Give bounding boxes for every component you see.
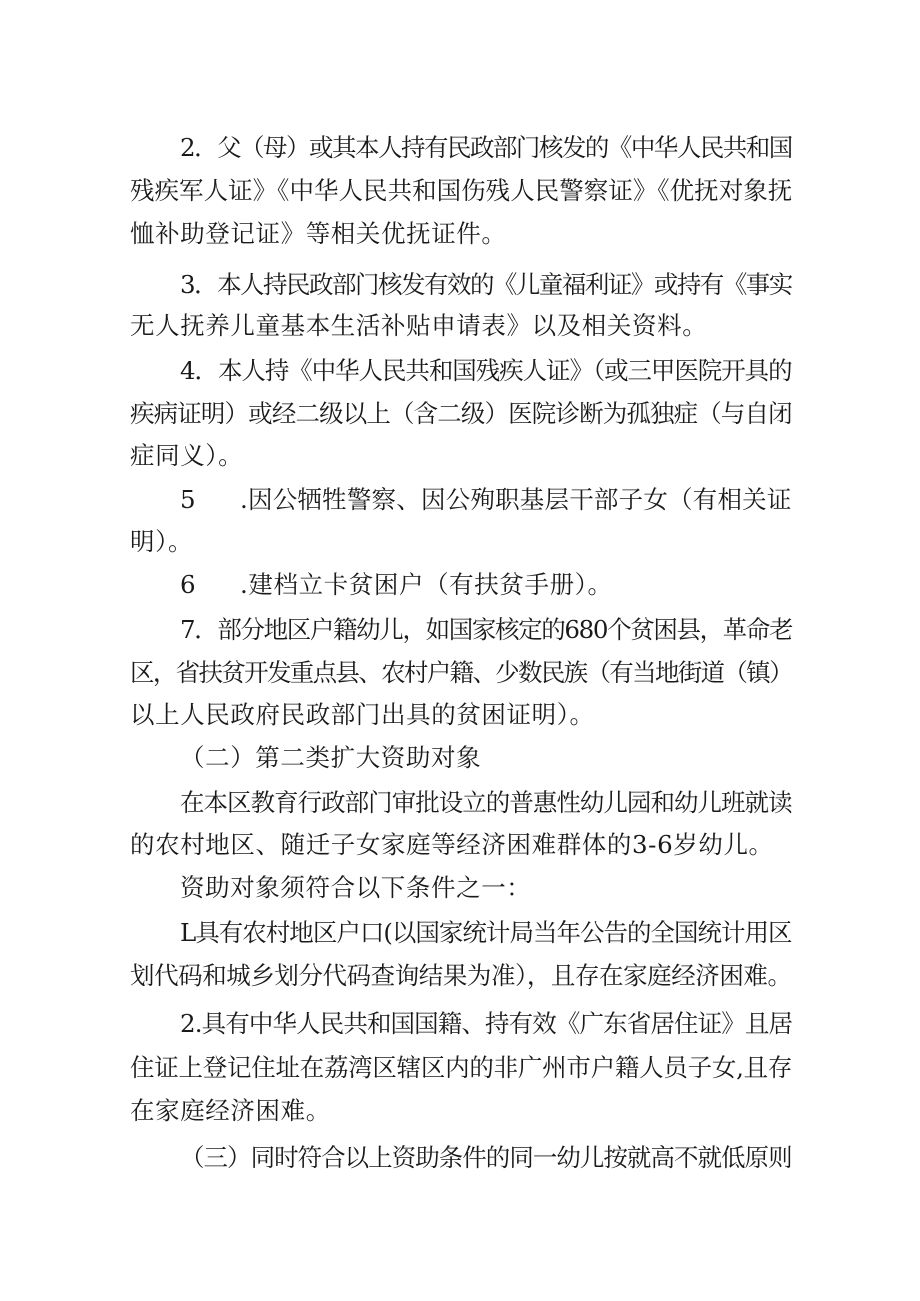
section-2-heading: （二）第二类扩大资助对象: [180, 743, 482, 772]
s2-item-2-line-2: 住证上登记住址在荔湾区辖区内的非广州市户籍人员子女,且存: [130, 1053, 793, 1082]
s2-item-2-line-3: 在家庭经济困难。: [130, 1096, 331, 1125]
item-2-line-2: 残疾军人证》《中华人民共和国伤残人民警察证》《优抚对象抚: [130, 176, 793, 205]
item-5-line-1: .因公牺牲警察、因公殉职基层干部子女（有相关证: [240, 485, 792, 514]
item-7-line-3: 以上人民政府民政部门出具的贫困证明）。: [130, 700, 595, 729]
s2-item-2-line-1: 2.具有中华人民共和国国籍、持有效《广东省居住证》且居: [180, 1009, 793, 1038]
item-4-line-1: 4．本人持《中华人民共和国残疾人证》（或三甲医院开具的: [180, 356, 792, 385]
s2-item-1-line-1: L具有农村地区户口(以国家统计局当年公告的全国统计用区: [180, 918, 792, 947]
item-7-line-1: 7．部分地区户籍幼儿，如国家核定的680个贫困县，革命老: [180, 615, 793, 644]
item-4-line-2: 疾病证明）或经二级以上（含二级）医院诊断为孤独症（与自闭: [130, 399, 792, 428]
section-3-heading: （三）同时符合以上资助条件的同一幼儿按就高不就低原则: [180, 1143, 792, 1172]
section-2-intro-line-2: 的农村地区、随迁子女家庭等经济困难群体的3-6岁幼儿。: [130, 830, 774, 859]
section-2-intro-line-1: 在本区教育行政部门审批设立的普惠性幼儿园和幼儿班就读: [180, 788, 792, 817]
item-6-number: 6: [180, 570, 197, 599]
item-6-line-1: .建档立卡贫困户（有扶贫手册）。: [240, 570, 613, 599]
s2-item-1-line-2: 划代码和城乡划分代码查询结果为准），且存在家庭经济困难。: [130, 961, 792, 990]
item-2-line-3: 恤补助登记证》等相关优抚证件。: [130, 219, 507, 248]
item-5-line-2: 明）。: [130, 527, 194, 556]
item-2-line-1: 2．父（母）或其本人持有民政部门核发的《中华人民共和国: [180, 133, 792, 162]
item-3-line-1: 3．本人持民政部门核发有效的《儿童福利证》或持有《事实: [180, 270, 792, 299]
item-4-line-3: 症同义）。: [130, 441, 244, 470]
section-2-condition: 资助对象须符合以下条件之一：: [180, 873, 532, 902]
item-7-line-2: 区，省扶贫开发重点县、农村户籍、少数民族（有当地街道（镇）: [130, 658, 792, 687]
item-3-line-2: 无人抚养儿童基本生活补贴申请表》以及相关资料。: [130, 311, 708, 340]
item-5-number: 5: [180, 485, 197, 514]
